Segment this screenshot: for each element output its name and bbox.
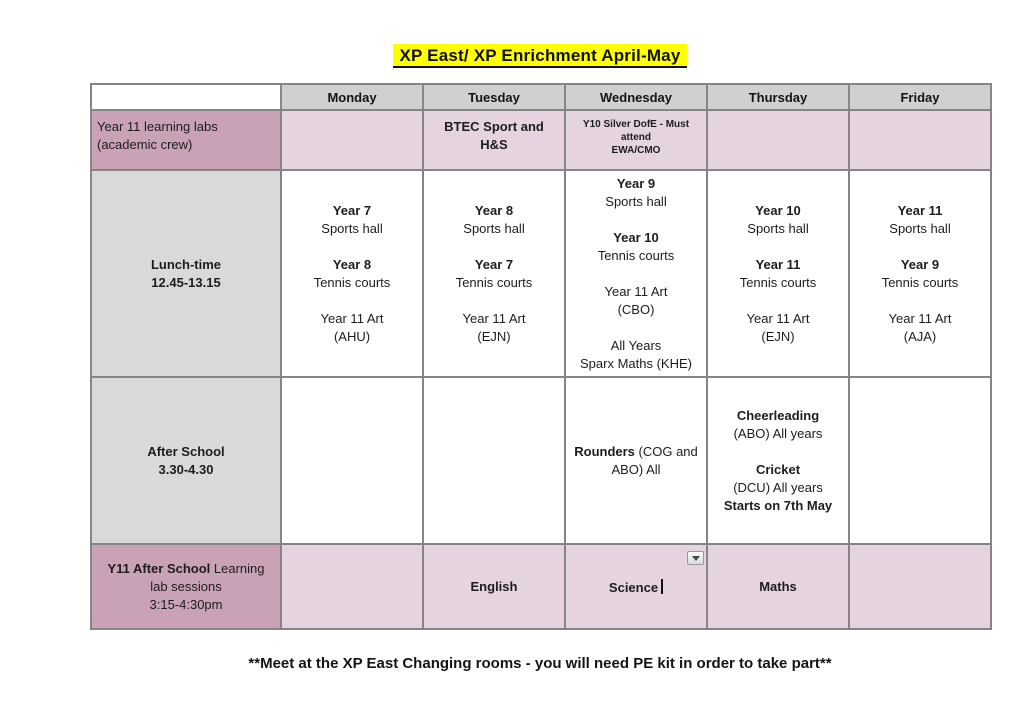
- cell-lunch-tuesday[interactable]: Year 8 Sports hall Year 7 Tennis courts Year 11 Art (EJN): [423, 170, 565, 377]
- col-header-friday[interactable]: Friday: [849, 84, 991, 110]
- cell-lunch-friday[interactable]: Year 11 Sports hall Year 9 Tennis courts Year 11 Art (AJA): [849, 170, 991, 377]
- day-header-row: [91, 84, 991, 110]
- y11-after-school-row: [91, 544, 991, 629]
- col-header-thursday[interactable]: Thursday: [707, 84, 849, 110]
- cell-labs-wednesday[interactable]: Y10 Silver DofE - Must attend EWA/CMO: [565, 110, 707, 170]
- footer-note: **Meet at the XP East Changing rooms - you will need PE kit in order to take part**: [248, 655, 832, 672]
- cell-y11-monday[interactable]: [281, 544, 423, 629]
- row-header-learning-labs[interactable]: Year 11 learning labs (academic crew): [91, 110, 281, 170]
- col-header-wednesday[interactable]: Wednesday: [565, 84, 707, 110]
- cell-dropdown-button[interactable]: [687, 551, 704, 565]
- cell-y11-friday[interactable]: [849, 544, 991, 629]
- cell-lunch-wednesday[interactable]: Year 9 Sports hall Year 10 Tennis courts Year 11 Art (CBO) All Years Sparx Maths (KHE): [565, 170, 707, 377]
- cell-y11-wednesday-text: Science: [570, 577, 702, 597]
- corner-cell[interactable]: [91, 84, 281, 110]
- text-cursor: [661, 579, 663, 594]
- cell-labs-tuesday[interactable]: BTEC Sport and H&S: [423, 110, 565, 170]
- col-header-tuesday[interactable]: Tuesday: [423, 84, 565, 110]
- cell-labs-thursday[interactable]: [707, 110, 849, 170]
- cell-after-tuesday[interactable]: [423, 377, 565, 544]
- lunch-time-row: [91, 170, 991, 377]
- col-header-monday[interactable]: Monday: [281, 84, 423, 110]
- after-school-row: [91, 377, 991, 544]
- cell-after-monday[interactable]: [281, 377, 423, 544]
- cell-y11-thursday[interactable]: Maths: [707, 544, 849, 629]
- cell-labs-monday[interactable]: [281, 110, 423, 170]
- chevron-down-icon: [692, 556, 700, 561]
- title-row: [90, 44, 990, 68]
- cell-lunch-monday[interactable]: Year 7 Sports hall Year 8 Tennis courts Year 11 Art (AHU): [281, 170, 423, 377]
- cell-after-thursday[interactable]: Cheerleading (ABO) All years Cricket (DCU) All years Starts on 7th May: [707, 377, 849, 544]
- enrichment-timetable: [90, 83, 992, 630]
- cell-y11-tuesday[interactable]: English: [423, 544, 565, 629]
- row-header-lunch-time[interactable]: Lunch-time 12.45-13.15: [91, 170, 281, 377]
- cell-lunch-thursday[interactable]: Year 10 Sports hall Year 11 Tennis courts Year 11 Art (EJN): [707, 170, 849, 377]
- row-header-after-school[interactable]: After School 3.30-4.30: [91, 377, 281, 544]
- learning-labs-row: [91, 110, 991, 170]
- cell-labs-friday[interactable]: [849, 110, 991, 170]
- cell-after-wednesday[interactable]: Rounders (COG and ABO) All: [565, 377, 707, 544]
- cell-after-friday[interactable]: [849, 377, 991, 544]
- page-title: XP East/ XP Enrichment April-May: [393, 44, 686, 68]
- cell-y11-wednesday[interactable]: [565, 544, 707, 629]
- row-header-y11-after-school[interactable]: Y11 After School Learning lab sessions 3:15-4:30pm: [91, 544, 281, 629]
